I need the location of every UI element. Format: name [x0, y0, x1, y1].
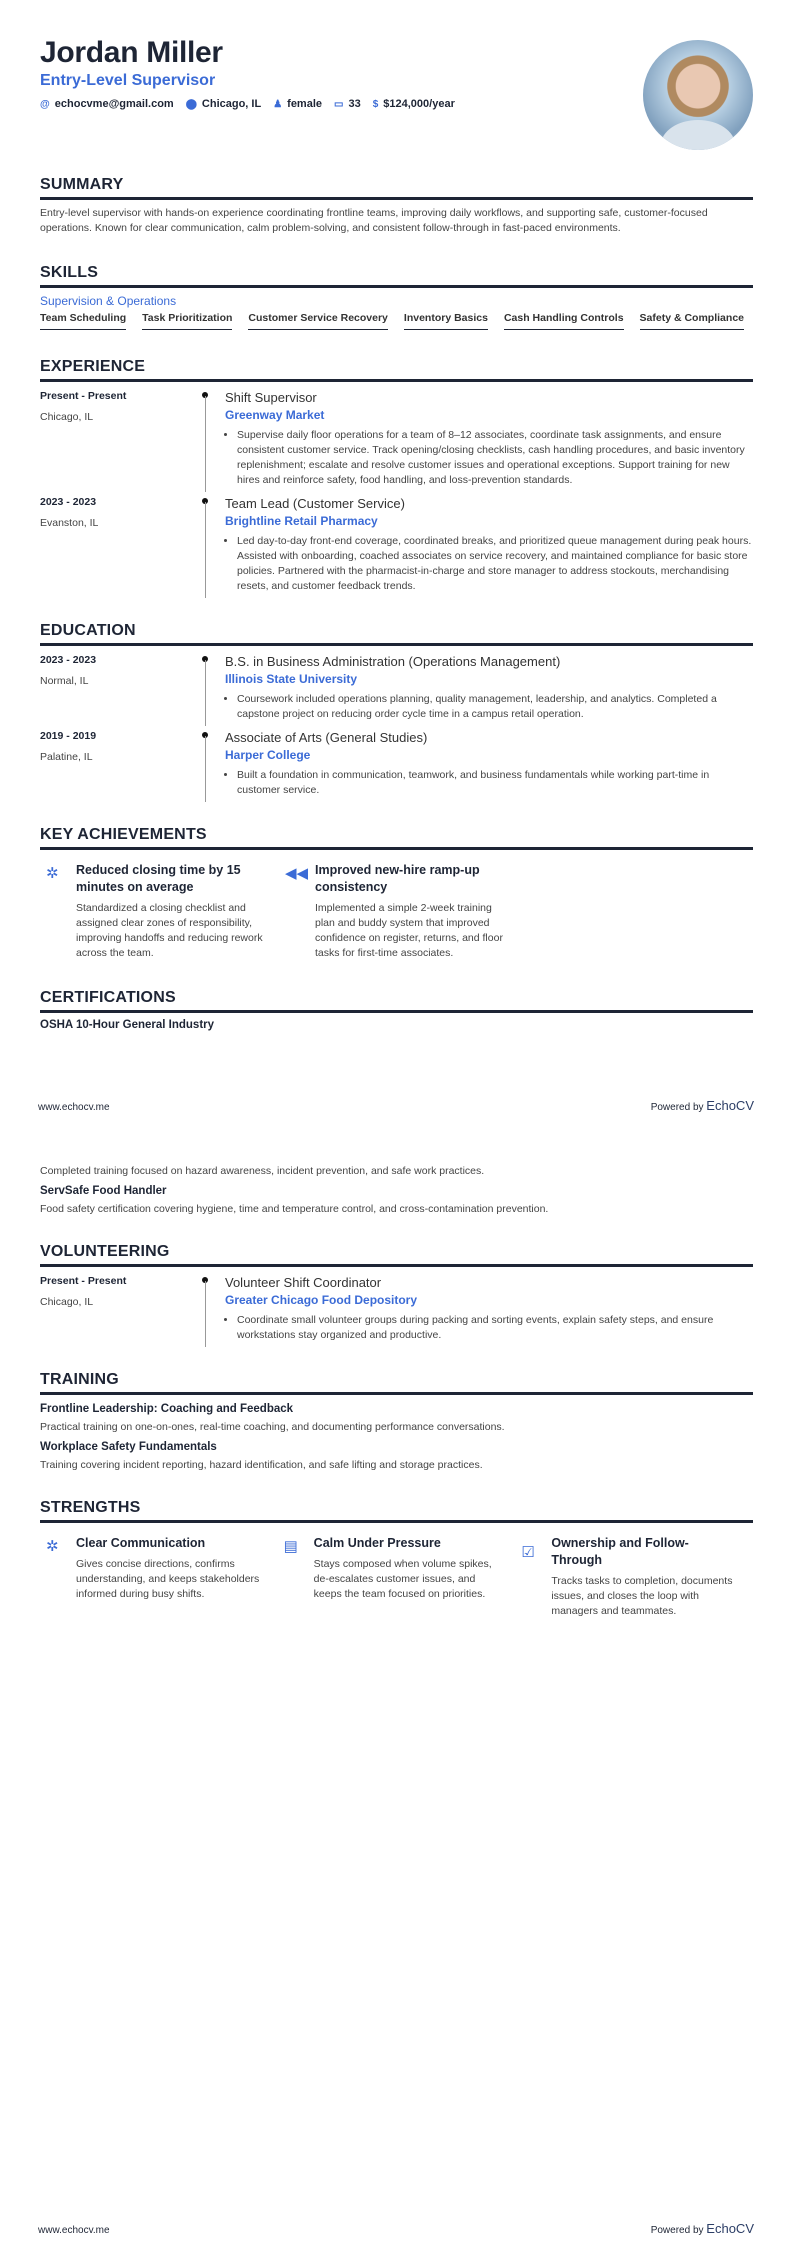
education-section: [40, 622, 753, 798]
timeline-marker: [205, 654, 225, 722]
at-icon: @: [40, 98, 50, 110]
certification-name: OSHA 10-Hour General Industry: [40, 1019, 215, 1031]
section-heading: SUMMARY: [40, 176, 753, 200]
candidate-name: Jordan Miller: [40, 36, 223, 69]
training-section: [40, 1371, 753, 1471]
resume-page-2: [0, 1123, 794, 2246]
achievement-card: [40, 862, 279, 961]
achievements-section: [40, 826, 753, 961]
achievement-title: Reduced closing time by 15 minutes on average: [76, 863, 241, 894]
strength-card: [515, 1535, 753, 1619]
education-entry: [40, 654, 753, 722]
entry-org: Greater Chicago Food Depository: [225, 1293, 418, 1307]
entry-location: Chicago, IL: [40, 1296, 94, 1308]
footer-url[interactable]: www.echocv.me: [38, 1102, 110, 1113]
footer-url[interactable]: www.echocv.me: [38, 2225, 110, 2236]
entry-bullet: • Built a foundation in communication, teamwork, and business fundamentals while working part-time in customer service.: [237, 768, 753, 798]
entry-dates: 2019 - 2019: [40, 730, 97, 742]
entry-location: Evanston, IL: [40, 517, 99, 529]
entry-dates: 2023 - 2023: [40, 496, 97, 508]
calendar-icon: ▭: [334, 98, 344, 110]
strength-text: Stays composed when volume spikes, de-escalates customer issues, and keeps the team focused on priorities.: [313, 1558, 492, 1600]
location-pin-icon: ⬤: [185, 98, 197, 110]
footer-brand: EchoCV: [706, 2221, 754, 2236]
document-icon: ▤: [283, 1538, 298, 1555]
skill-tag: Inventory Basics: [404, 312, 488, 330]
section-heading: EDUCATION: [40, 622, 753, 646]
strength-title: Clear Communication: [76, 1536, 206, 1550]
entry-org: Brightline Retail Pharmacy: [225, 514, 378, 528]
gender: female: [287, 98, 323, 110]
rewind-icon: ◀◀: [285, 865, 309, 882]
footer-powered: Powered by: [650, 2225, 704, 2236]
profile-photo: [643, 40, 753, 150]
timeline-marker: [205, 496, 225, 594]
training-name: Workplace Safety Fundamentals: [40, 1441, 217, 1453]
entry-org: Harper College: [225, 748, 311, 762]
strength-title: Calm Under Pressure: [313, 1536, 441, 1550]
strength-card: [278, 1535, 516, 1619]
skill-tag: Team Scheduling: [40, 312, 126, 330]
achievement-text: Implemented a simple 2-week training plan and buddy system that improved confidence on register, returns, and floor tasks for first-time associates.: [315, 902, 503, 959]
entry-title: Volunteer Shift Coordinator: [225, 1275, 382, 1290]
timeline-marker: [205, 730, 225, 798]
strength-card: [40, 1535, 278, 1619]
skill-tag: Customer Service Recovery: [248, 312, 388, 330]
entry-location: Palatine, IL: [40, 751, 93, 763]
entry-location: Chicago, IL: [40, 411, 94, 423]
certification-desc: Completed training focused on hazard awareness, incident prevention, and safe work practices.: [40, 1165, 485, 1177]
entry-bullet: • Supervise daily floor operations for a team of 8–12 associates, coordinate task assignments, and ensure consistent customer service. Track opening/closing checklists, cash handling procedures, and basic inventory replenishment; escalate and resolve customer issues and operational exceptions. Support training for new hires and reinforce safety, food handling, and loss-prevention standards.: [237, 428, 753, 488]
age: 33: [348, 98, 361, 110]
footer-powered: Powered by: [650, 1102, 704, 1113]
education-entry: [40, 730, 753, 798]
entry-bullet: • Coursework included operations planning, quality management, leadership, and analytics. Completed a capstone project on reducing order cycle time in a campus retail operation.: [237, 692, 753, 722]
entry-dates: Present - Present: [40, 390, 127, 402]
certifications-section: [40, 989, 753, 1031]
strengths-section: [40, 1499, 753, 1619]
certification-name: ServSafe Food Handler: [40, 1185, 167, 1197]
volunteering-entry: [40, 1275, 753, 1343]
training-desc: Practical training on one-on-ones, real-time coaching, and documenting performance conversations.: [40, 1421, 505, 1433]
summary-section: [40, 176, 753, 236]
timeline-marker: [205, 390, 225, 488]
experience-entry: [40, 496, 753, 594]
volunteering-section: [40, 1243, 753, 1343]
section-heading: SKILLS: [40, 264, 753, 288]
strength-text: Tracks tasks to completion, documents issues, and closes the loop with managers and teammates.: [551, 1575, 733, 1617]
page-footer: [38, 1098, 754, 1113]
page-footer: [38, 2221, 754, 2236]
experience-section: [40, 358, 753, 594]
person-icon: ♟: [273, 98, 283, 110]
section-heading: KEY ACHIEVEMENTS: [40, 826, 753, 850]
email[interactable]: echocvme@gmail.com: [54, 98, 174, 110]
document-check-icon: ☑: [521, 1544, 535, 1561]
skill-tag: Safety & Compliance: [640, 312, 744, 330]
entry-title: Team Lead (Customer Service): [225, 496, 405, 511]
salary: $124,000/year: [383, 98, 455, 110]
skills-section: [40, 264, 753, 330]
section-heading: VOLUNTEERING: [40, 1243, 753, 1267]
training-desc: Training covering incident reporting, hazard identification, and safe lifting and storage practices.: [40, 1459, 483, 1471]
strength-text: Gives concise directions, confirms understanding, and keeps stakeholders informed during busy shifts.: [76, 1558, 260, 1600]
location: Chicago, IL: [201, 98, 262, 110]
dollar-icon: $: [372, 98, 379, 110]
entry-dates: Present - Present: [40, 1275, 127, 1287]
sparkle-icon: ✲: [46, 1538, 59, 1555]
skill-tag: Cash Handling Controls: [504, 312, 624, 330]
achievement-text: Standardized a closing checklist and assigned clear zones of responsibility, improving handoffs and reducing rework across the team.: [76, 902, 263, 959]
skill-category: Supervision & Operations: [40, 294, 177, 308]
candidate-title: Entry-Level Supervisor: [40, 72, 216, 89]
section-heading: STRENGTHS: [40, 1499, 753, 1523]
entry-org: Greenway Market: [225, 408, 325, 422]
achievement-title: Improved new-hire ramp-up consistency: [315, 863, 480, 894]
sparkle-icon: ✲: [46, 865, 59, 882]
section-heading: CERTIFICATIONS: [40, 989, 753, 1013]
entry-location: Normal, IL: [40, 675, 89, 687]
section-heading: EXPERIENCE: [40, 358, 753, 382]
entry-title: Associate of Arts (General Studies): [225, 730, 428, 745]
entry-bullet: • Led day-to-day front-end coverage, coordinated breaks, and prioritized queue management during peak hours. Assisted with onboarding, coached associates on service recovery, and maintained compliance for basic store policies. Partnered with the pharmacist-in-charge and store manager to address stockouts, merchandising resets, and customer feedback trends.: [237, 534, 753, 594]
timeline-marker: [205, 1275, 225, 1343]
entry-org: Illinois State University: [225, 672, 358, 686]
certification-desc: Food safety certification covering hygiene, time and temperature control, and cross-contamination prevention.: [40, 1203, 549, 1215]
header: [40, 36, 753, 176]
training-name: Frontline Leadership: Coaching and Feedback: [40, 1403, 294, 1415]
entry-title: Shift Supervisor: [225, 390, 317, 405]
entry-bullet: • Coordinate small volunteer groups during packing and sorting events, explain safety steps, and ensure workstations stay organized and productive.: [237, 1313, 753, 1343]
entry-title: B.S. in Business Administration (Operations Management): [225, 654, 561, 669]
entry-dates: 2023 - 2023: [40, 654, 97, 666]
section-heading: TRAINING: [40, 1371, 753, 1395]
summary-text: Entry-level supervisor with hands-on experience coordinating frontline teams, improving daily workflows, and supporting safe, customer-focused operations. Known for clear communication, calm problem-solving, and consistent follow-through in fast-paced environments.: [40, 207, 708, 234]
experience-entry: [40, 390, 753, 488]
strength-title: Ownership and Follow-Through: [551, 1536, 689, 1567]
footer-brand: EchoCV: [706, 1098, 754, 1113]
skill-tag: Task Prioritization: [142, 312, 232, 330]
achievement-card: [279, 862, 518, 961]
